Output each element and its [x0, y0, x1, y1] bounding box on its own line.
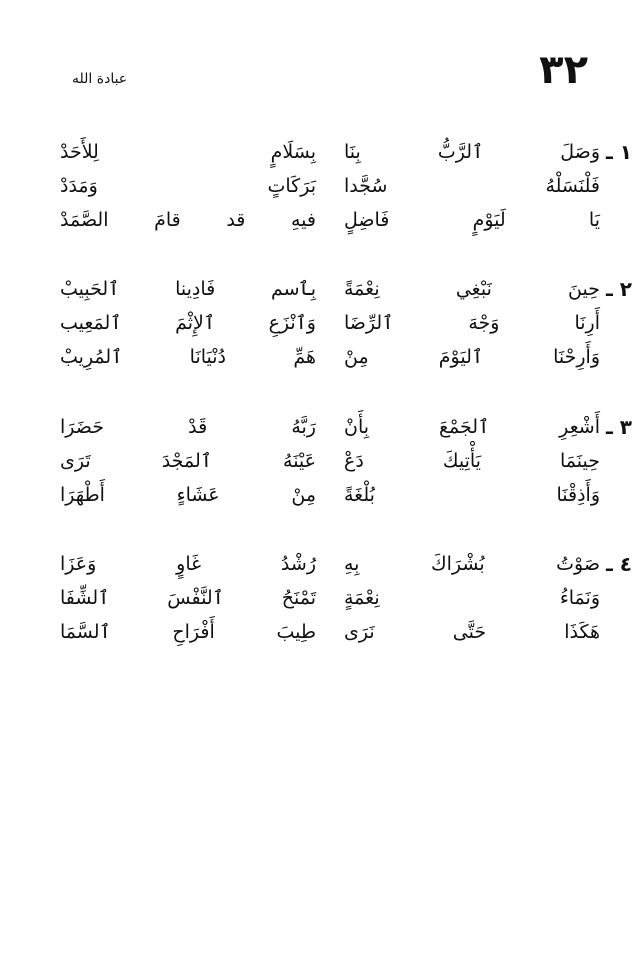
verse-line: [60, 203, 600, 237]
stanza-number: ٤ ـ: [605, 552, 632, 576]
verse-line: [60, 615, 600, 649]
verse-line: [60, 410, 600, 444]
verse-first-hemistich: وَنَمَاءُ نِعْمَةٍ: [344, 587, 600, 609]
verse-second-hemistich: رُشْدُ غَاوٍ وَعَزَا: [60, 553, 316, 575]
verse-line: [60, 340, 600, 374]
verse-line: [60, 272, 600, 306]
verse-first-hemistich: صَوْتُ بُشْرَاكَ بِهِ: [344, 553, 600, 575]
verse-second-hemistich: مِنْ عَشَاءٍ أَطْهَرَا: [60, 484, 316, 506]
verse-second-hemistich: تَمْنَحُ ٱلنَّفْسَ ٱلشِّفَا: [60, 587, 316, 609]
verse-first-hemistich: وَصَلَ ٱلرَّبُّ بِنَا: [344, 141, 600, 163]
verse-first-hemistich: وَأَرِحْنَا ٱليَوْمَ مِنْ: [344, 346, 600, 368]
stanza-4: [60, 547, 632, 649]
stanza-2: [60, 272, 632, 374]
stanza-1: [60, 135, 632, 237]
verse-first-hemistich: هَكَذَا حَتَّى نَرَى: [344, 621, 600, 643]
verse-line: [60, 478, 600, 512]
verse-second-hemistich: هَمِّ دُنْيَانَا ٱلمُرِيبْ: [60, 346, 316, 368]
verse-first-hemistich: أَشْعِرِ ٱلجَمْعَ بِأَنْ: [344, 416, 600, 438]
verse-second-hemistich: عَيْنَهُ ٱلمَجْدَ تَرَى: [60, 450, 316, 472]
verse-line: [60, 169, 600, 203]
verse-line: [60, 581, 600, 615]
verse-second-hemistich: فيهِ قد قامَ الصَّمَدْ: [60, 209, 316, 231]
verse-line: [60, 547, 600, 581]
verse-second-hemistich: بَرَكَاتٍ وَمَدَدْ: [60, 175, 316, 197]
verse-second-hemistich: طِيبَ أَفْرَاحِ ٱلسَّمَا: [60, 621, 316, 643]
stanza-number: ٢ ـ: [605, 277, 632, 301]
verse-first-hemistich: يَا لَيَوْمٍ فَاضِلٍ: [344, 209, 600, 231]
stanza-number: ٣ ـ: [605, 415, 632, 439]
verse-line: [60, 444, 600, 478]
verse-first-hemistich: وَأَذِقْنَا بُلْغَةً: [344, 484, 600, 506]
verse-line: [60, 135, 600, 169]
page-number: ٣٢: [539, 47, 588, 93]
verse-line: [60, 306, 600, 340]
verse-second-hemistich: بِٱسم فَادِينا ٱلحَبِيبْ: [60, 278, 316, 300]
running-title: عبادة الله: [72, 71, 128, 87]
verse-second-hemistich: بِسَلَامٍ لِلأَحَدْ: [60, 141, 316, 163]
verse-second-hemistich: رَبَّهُ قَدْ حَضَرَا: [60, 416, 316, 438]
verse-first-hemistich: أَرِنَا وَجْهَ ٱلرِّضَا: [344, 312, 600, 334]
verse-first-hemistich: فَلْنَسَلْهُ سُجَّدا: [344, 175, 600, 197]
stanza-number: ١ ـ: [605, 140, 632, 164]
stanza-3: [60, 410, 632, 512]
verse-first-hemistich: حِينَمَا يَأْتِيكَ دَعْ: [344, 450, 600, 472]
verse-second-hemistich: وَٱنْزَعِ ٱلإِثْمَ ٱلمَعِيب: [60, 312, 316, 334]
verse-first-hemistich: حِينَ نَبْغِي نِعْمَةً: [344, 278, 600, 300]
